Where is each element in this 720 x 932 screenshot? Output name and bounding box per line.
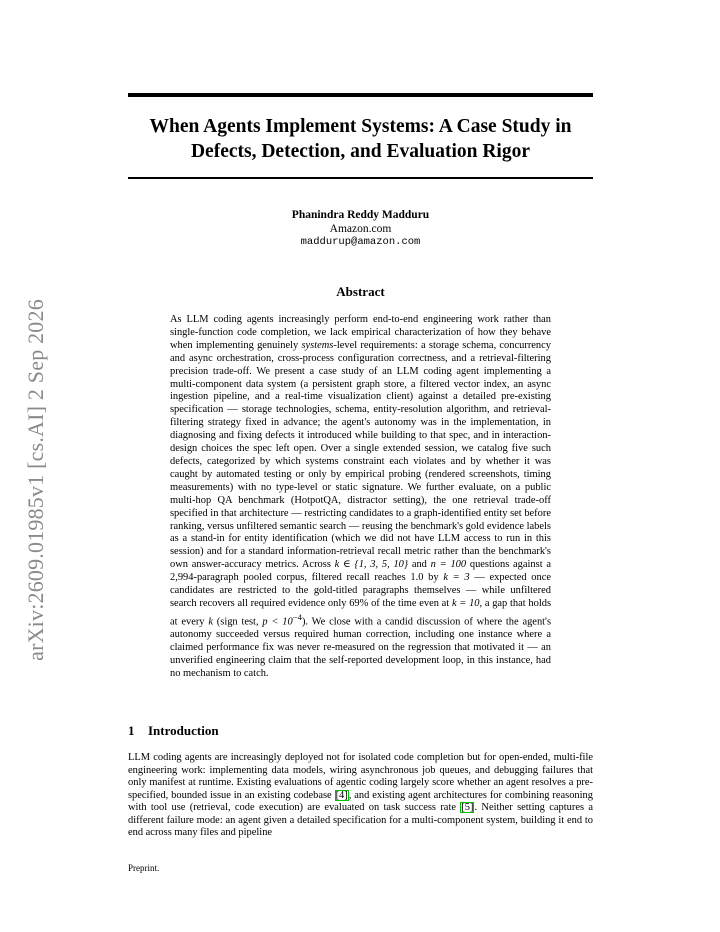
citation-link[interactable]: [5] <box>461 802 474 813</box>
section-title: Introduction <box>148 723 219 738</box>
abstract-text-part: ). We close with a candid discussion of where the agent's autonomy succeeded versus required human correction, including one instance where a claimed performance fix was never re-measured on the regression that motivated it — an unverified engineering claim that the self-reported development loop, in this instance, had no mechanism to catch. <box>170 616 552 679</box>
math-inline: n = 100 <box>430 559 467 571</box>
math-inline: k = 10 <box>451 597 480 609</box>
author-email: maddurup@amazon.com <box>300 236 421 248</box>
math-inline: k <box>208 616 213 628</box>
abstract-emphasis: systems <box>301 339 334 351</box>
introduction-text <box>128 752 593 840</box>
title-rule-bottom <box>128 177 593 179</box>
section-number: 1 <box>128 723 135 738</box>
arxiv-stamp <box>12 270 60 690</box>
math-inline: p < 10 <box>262 616 293 628</box>
abstract-text-part: -level requirements: a storage schema, concurrency and async orchestration, cross-process configuration correctness, and a retrieval-filtering precision trade-off. We present a case study of an LLM coding agent implementing a multi-component data system (a persistent graph store, a filtered vector index, an async ingestion pipeline, and a real-time visualization client) against a detailed pre-existing specification — storage technologies, schema, entity-resolution algorithm, and retrieval-filtering strategy fixed in advance; the agent's autonomy was in the implementation, in diagnosing and fixing defects it introduced while building to that spec, and in interaction-design choices the spec left open. Over a single extended session, we catalog five such defects, categorized by which systems constraint each violates and by whether it was caught by automated testing or only by empirical probing (rendered screenshots, timing measurements) with no type-level or static signature. We further evaluate, on a public multi-hop QA benchmark (HotpotQA, distractor setting), the one retrieval trade-off specified in that architecture — restricting candidates to a graph-identified entity set before ranking, versus unfiltered semantic search — reusing the benchmark's gold evidence labels as a stand-in for entity identification (which we did not have LLM access to run in this session) and for a standard information-retrieval recall metric rather than the benchmark's own answer-accuracy metrics. Across <box>170 339 551 571</box>
intro-text-part: . Neither setting captures a different failure mode: an agent given a detailed specification for a multi-component system, building it end to end across many files and pipeline <box>128 802 593 838</box>
math-inline: k ∈ {1, 3, 5, 10} <box>334 559 409 571</box>
intro-text-part: , and existing agent architectures for combining reasoning with tool use (retrieval, code execution) are evaluated on task success rate <box>128 789 593 813</box>
paper-title: When Agents Implement Systems: A Case Study in Defects, Detection, and Evaluation Rigor <box>149 116 572 162</box>
abstract-text-part: questions against a 2,994-paragraph pooled corpus, filtered recall reaches 1.0 by <box>170 559 552 584</box>
abstract-text <box>170 314 551 681</box>
math-inline: k = 3 <box>443 572 470 584</box>
footer-note: Preprint. <box>128 863 160 873</box>
abstract-text-part: , a gap that holds at every <box>170 597 551 628</box>
arxiv-id: arXiv:2609.01985v1 [cs.AI] 2 Sep 2026 <box>23 299 49 661</box>
abstract-text-part: As LLM coding agents increasingly perform end-to-end engineering work rather than single-function code completion, we lack empirical characterization of how they behave when implementing genuinely <box>170 314 551 351</box>
section-heading-introduction <box>128 723 593 739</box>
abstract-text-part: — expected once candidates are restricted to the gold-titled paragraphs themselves — while unfiltered search recovers all required evidence only 69% of the time even at <box>170 572 552 609</box>
abstract-text-part: (sign test, <box>212 616 263 628</box>
author-name: Phanindra Reddy Madduru <box>291 209 430 221</box>
math-superscript: −4 <box>292 611 302 622</box>
citation-link[interactable]: [4] <box>335 789 348 801</box>
abstract-text-part: and <box>408 559 431 571</box>
abstract-heading: Abstract <box>336 284 385 299</box>
title-rule-top <box>128 93 593 97</box>
author-affiliation: Amazon.com <box>329 222 392 235</box>
author-block <box>128 209 593 250</box>
intro-text-part: LLM coding agents are increasingly deployed not for isolated code completion but for open-ended, multi-file engineering work: implementing data models, wiring asynchronous job queues, and debugging failures that only manifest at runtime. Existing evaluations of agentic coding largely score whether an agent resolves a pre-specified, bounded issue in an existing codebase <box>128 752 593 801</box>
